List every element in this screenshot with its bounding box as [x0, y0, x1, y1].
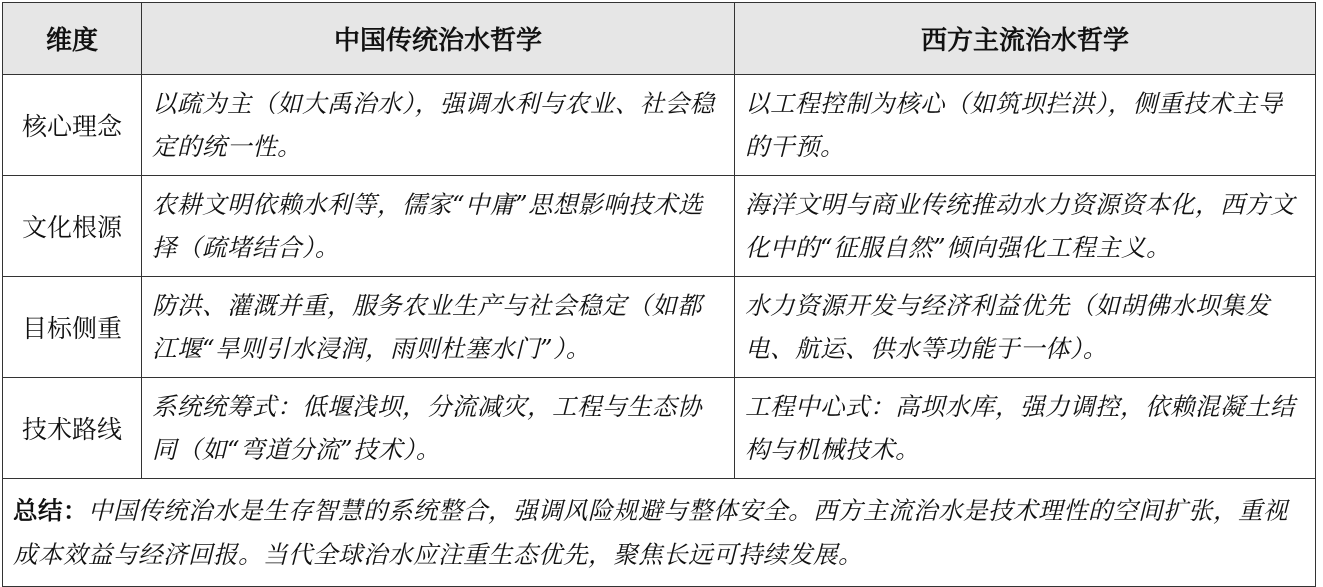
row-dimension: 文化根源: [3, 176, 142, 277]
summary-label: 总结：: [13, 495, 88, 525]
table-row: [3, 378, 1316, 479]
comparison-table: [2, 2, 1316, 587]
row-china-cell: 农耕文明依赖水利等，儒家“中庸”思想影响技术选择（疏堵结合）。: [142, 176, 735, 277]
summary-row: [3, 479, 1316, 587]
row-dimension: 技术路线: [3, 378, 142, 479]
row-west-cell: 工程中心式：高坝水库，强力调控，依赖混凝土结构与机械技术。: [735, 378, 1316, 479]
row-west-cell: 海洋文明与商业传统推动水力资源资本化，西方文化中的“征服自然”倾向强化工程主义。: [735, 176, 1316, 277]
summary-cell: [3, 479, 1316, 587]
row-west-cell: 以工程控制为核心（如筑坝拦洪），侧重技术主导的干预。: [735, 75, 1316, 176]
table-row: [3, 277, 1316, 378]
table-row: [3, 75, 1316, 176]
row-dimension: 核心理念: [3, 75, 142, 176]
row-china-cell: 以疏为主（如大禹治水），强调水利与农业、社会稳定的统一性。: [142, 75, 735, 176]
header-row: [3, 3, 1316, 75]
row-china-cell: 防洪、灌溉并重，服务农业生产与社会稳定（如都江堰“旱则引水浸润，雨则杜塞水门”）。: [142, 277, 735, 378]
table-row: [3, 176, 1316, 277]
row-china-cell: 系统统筹式：低堰浅坝，分流减灾，工程与生态协同（如“弯道分流”技术）。: [142, 378, 735, 479]
header-dimension: 维度: [3, 3, 142, 75]
row-dimension: 目标侧重: [3, 277, 142, 378]
row-west-cell: 水力资源开发与经济利益优先（如胡佛水坝集发电、航运、供水等功能于一体）。: [735, 277, 1316, 378]
comparison-table-container: [2, 2, 1321, 574]
header-china: 中国传统治水哲学: [142, 3, 735, 75]
summary-text: 中国传统治水是生存智慧的系统整合，强调风险规避与整体安全。西方主流治水是技术理性的空间扩张，重视成本效益与经济回报。当代全球治水应注重生态优先，聚焦长远可持续发展。: [13, 495, 1288, 569]
header-west: 西方主流治水哲学: [735, 3, 1316, 75]
